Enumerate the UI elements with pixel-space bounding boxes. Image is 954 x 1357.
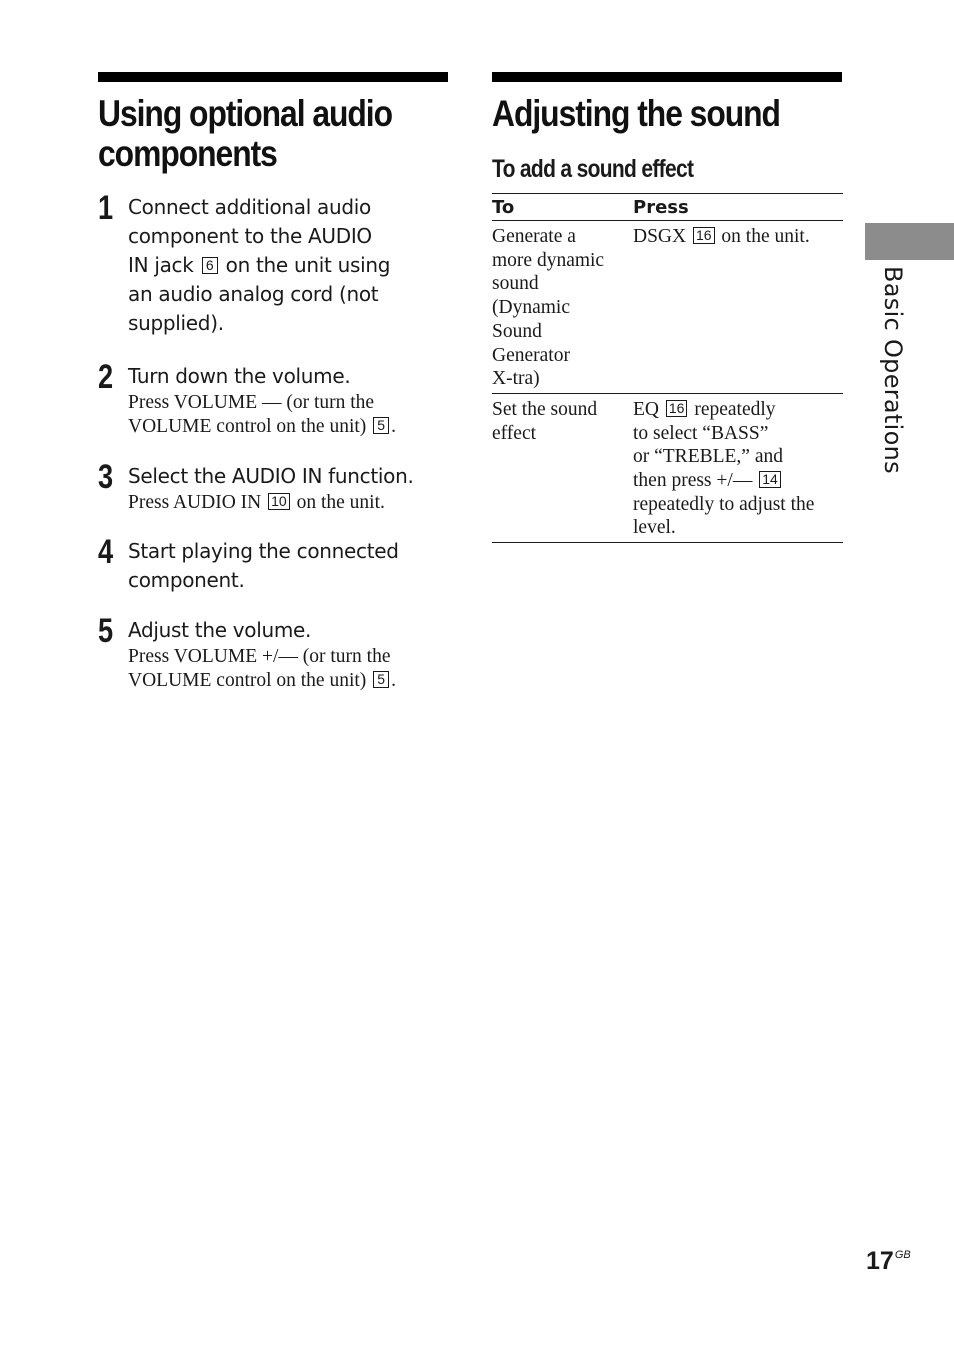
button-number-badge: 16: [693, 227, 715, 244]
control-number-badge: 5: [373, 417, 389, 434]
line: or “TREBLE,” and: [633, 446, 783, 468]
cell-to: [492, 221, 633, 394]
step-number: 1: [98, 189, 114, 227]
line: VOLUME control on the unit): [128, 670, 367, 691]
punctuation: .: [391, 670, 397, 691]
chapter-tab: [865, 223, 954, 260]
step-instruction: [128, 537, 448, 595]
line: Generate a: [492, 226, 576, 247]
line: Set the sound: [492, 398, 598, 420]
line: DSGX: [633, 226, 687, 247]
line: sound: [492, 273, 539, 295]
section-title-optional-audio: [98, 94, 392, 174]
line: supplied).: [128, 311, 224, 335]
section-title-adjusting-sound: Adjusting the sound: [492, 93, 780, 134]
step-4: [98, 533, 448, 595]
line: (Dynamic: [492, 297, 570, 319]
line: Press VOLUME +/— (or turn the: [128, 646, 391, 667]
step-number: 5: [98, 612, 114, 650]
line: Connect additional audio: [128, 195, 371, 219]
step-number: 3: [98, 458, 114, 496]
line: Generator: [492, 344, 570, 366]
step-instruction: Adjust the volume.: [128, 618, 312, 642]
step-1: [98, 189, 448, 338]
line: then press +/—: [633, 470, 753, 492]
step-number: 4: [98, 533, 114, 571]
cell-press: [633, 393, 843, 542]
control-number-badge: 5: [373, 671, 389, 688]
step-instruction: Select the AUDIO IN function.: [128, 464, 414, 488]
step-detail: [128, 491, 448, 515]
step-instruction: Turn down the volume.: [128, 364, 351, 388]
line: on the unit.: [721, 226, 810, 247]
line: component.: [128, 568, 245, 592]
line: X-tra): [492, 368, 540, 390]
title-line-1: Using optional audio: [98, 93, 393, 134]
jack-number-badge: 6: [202, 257, 218, 274]
column-header-press: Press: [633, 194, 843, 221]
line: level.: [633, 517, 676, 539]
line: Start playing the connected: [128, 539, 399, 563]
step-instruction: [128, 193, 448, 338]
line: to select “BASS”: [633, 422, 769, 444]
step-number: 2: [98, 358, 114, 396]
page-number-suffix: GB: [894, 1249, 911, 1261]
page-number: [866, 1247, 911, 1276]
step-2: [98, 358, 448, 439]
left-section-rule: [98, 72, 448, 82]
line: effect: [492, 422, 537, 444]
line: repeatedly: [694, 398, 776, 420]
title-line-2: components: [98, 133, 277, 174]
line: EQ: [633, 398, 659, 420]
chapter-label: Basic Operations: [879, 266, 907, 474]
step-3: [98, 458, 448, 515]
punctuation: .: [391, 416, 397, 437]
table-row: [492, 393, 843, 542]
line: repeatedly to adjust the: [633, 493, 815, 515]
line: VOLUME control on the unit): [128, 416, 367, 437]
column-header-to: To: [492, 194, 633, 221]
sound-effect-table: [492, 193, 843, 543]
step-detail: [128, 391, 448, 439]
line: component to the AUDIO: [128, 224, 372, 248]
line: Sound: [492, 320, 542, 342]
step-detail: [128, 645, 448, 693]
line: an audio analog cord (not: [128, 282, 379, 306]
line: Press VOLUME — (or turn the: [128, 392, 375, 413]
right-section-rule: [492, 72, 842, 82]
button-number-badge: 10: [268, 493, 290, 510]
step-5: [98, 612, 448, 693]
table-row: [492, 221, 843, 394]
line: on the unit using: [225, 253, 391, 277]
table-header-row: [492, 194, 843, 221]
cell-to: [492, 393, 633, 542]
button-number-badge: 14: [759, 471, 781, 488]
line: IN jack: [128, 253, 194, 277]
button-number-badge: 16: [666, 400, 688, 417]
cell-press: [633, 221, 843, 394]
line: on the unit.: [296, 492, 385, 513]
page-number-value: 17: [866, 1247, 894, 1275]
line: Press AUDIO IN: [128, 492, 262, 513]
line: more dynamic: [492, 249, 605, 271]
subheading-sound-effect: To add a sound effect: [492, 155, 694, 183]
